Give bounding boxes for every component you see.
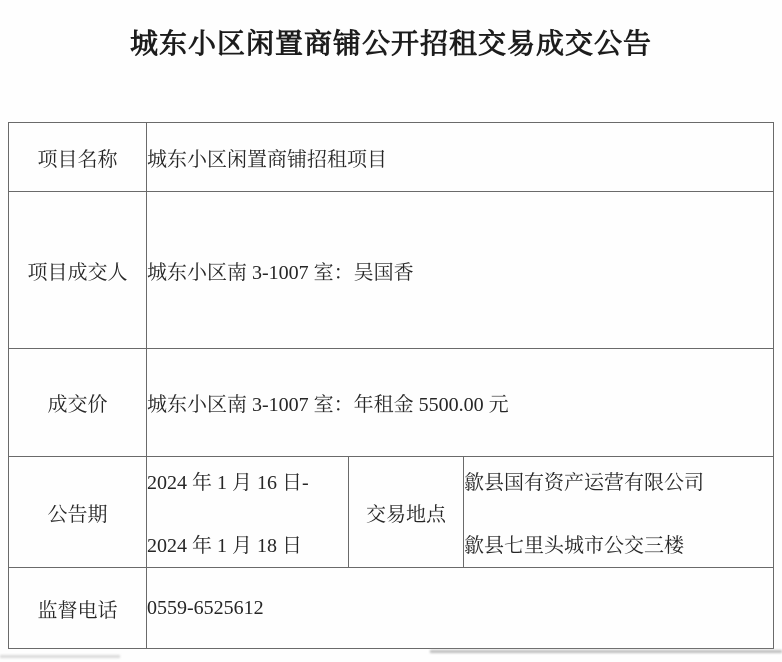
table-row-price <box>9 349 774 457</box>
table-row-project-name <box>9 123 774 192</box>
announcement-period-label: 公告期 <box>9 457 147 568</box>
supervision-phone-value: 0559-6525612 <box>147 568 774 649</box>
trade-location-line2: 歙县七里头城市公交三楼 <box>464 535 684 557</box>
winner-label: 项目成交人 <box>9 192 147 349</box>
price-value: 城东小区南 3-1007 室：年租金 5500.00 元 <box>147 349 774 457</box>
scan-artifact <box>0 655 120 658</box>
project-name-label: 项目名称 <box>9 123 147 192</box>
announcement-table <box>8 122 774 649</box>
project-name-value: 城东小区闲置商铺招租项目 <box>147 123 774 192</box>
table-row-announcement-period <box>9 457 774 568</box>
table-row-supervision-phone <box>9 568 774 649</box>
trade-location-label: 交易地点 <box>349 457 464 568</box>
trade-location-line1: 歙县国有资产运营有限公司 <box>464 472 704 494</box>
period-end-date: 2024 年 1 月 18 日 <box>147 535 302 557</box>
supervision-phone-label: 监督电话 <box>9 568 147 649</box>
page-title: 城东小区闲置商铺公开招租交易成交公告 <box>129 29 652 60</box>
announcement-period-value <box>147 457 349 568</box>
winner-value: 城东小区南 3-1007 室：吴国香 <box>147 192 774 349</box>
period-start-date: 2024 年 1 月 16 日- <box>147 472 309 494</box>
scan-artifact <box>430 650 782 653</box>
trade-location-value <box>464 457 774 568</box>
price-label: 成交价 <box>9 349 147 457</box>
table-row-winner <box>9 192 774 349</box>
